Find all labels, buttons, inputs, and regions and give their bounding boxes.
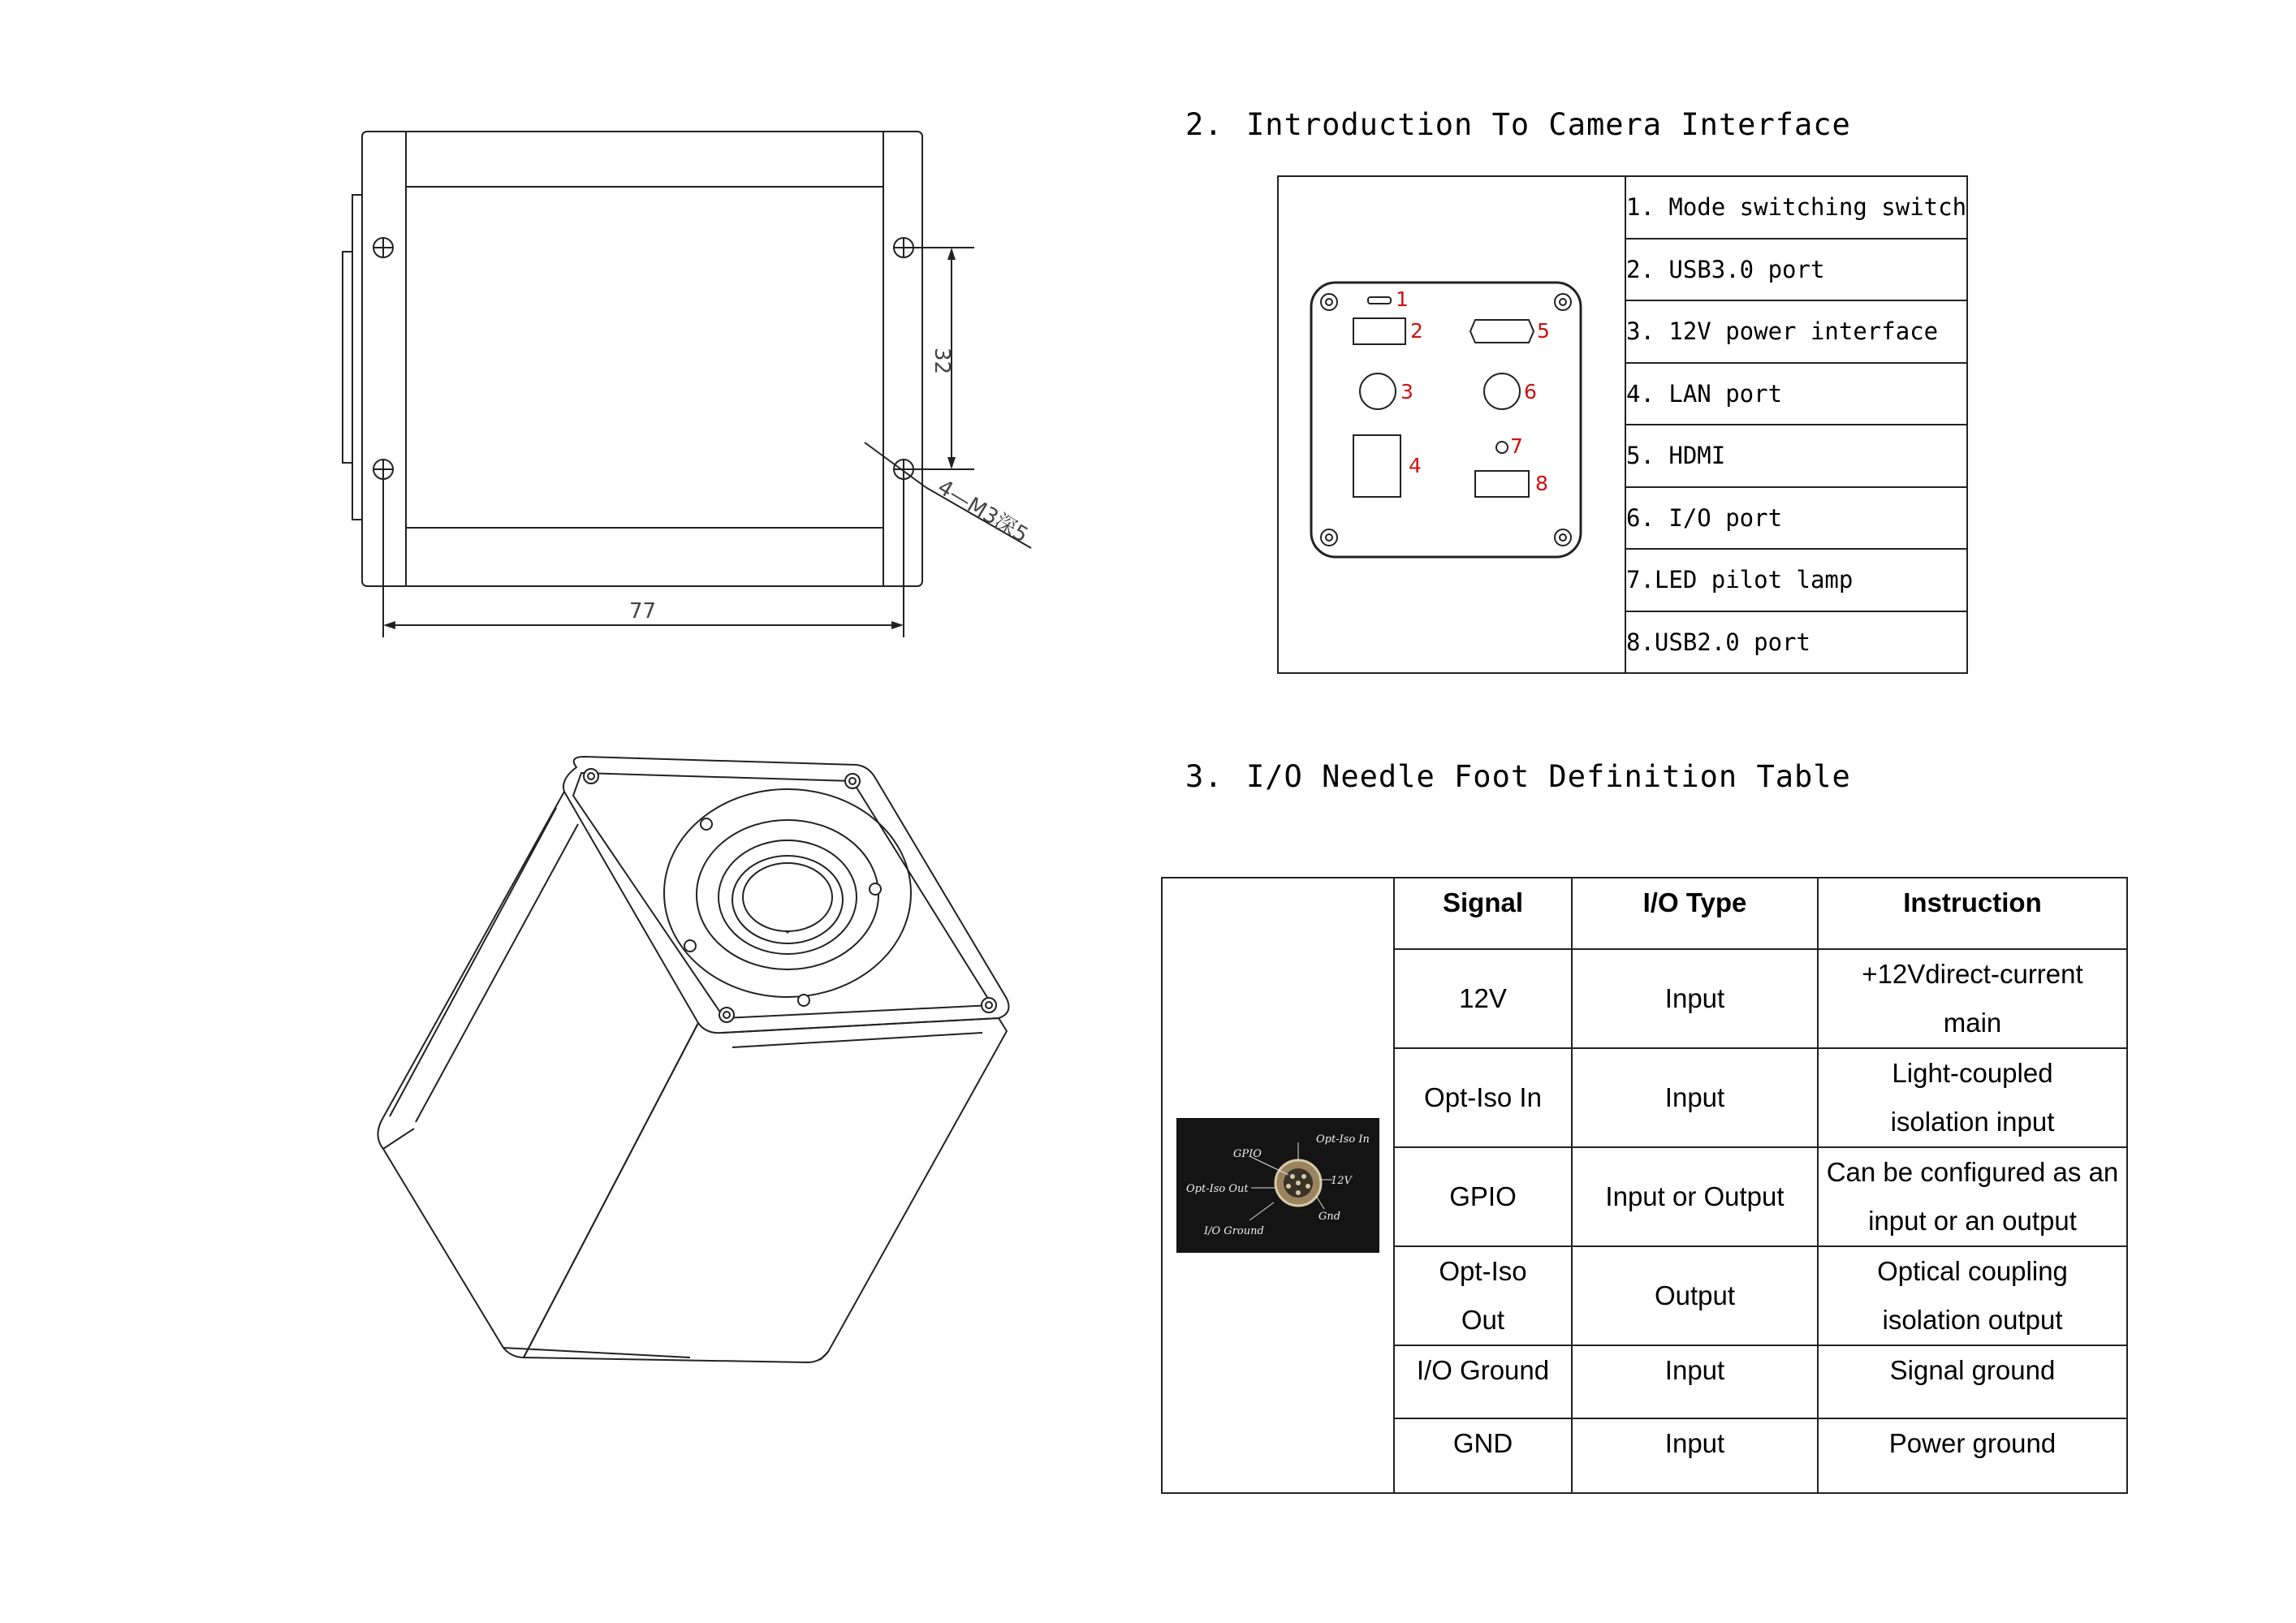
screw-holes	[373, 238, 913, 479]
type-cell: Input	[1572, 1345, 1818, 1418]
camera-side-drawing	[325, 122, 1055, 650]
panel-label-1: 1	[1396, 287, 1409, 311]
section-2-title: Introduction To Camera Interface	[1246, 107, 1851, 142]
connector-label-12v: 12V	[1331, 1175, 1352, 1187]
connector-label-opt-iso-out: Opt-Iso Out	[1186, 1183, 1249, 1195]
panel-label-4: 4	[1409, 454, 1422, 477]
section-3-number: 3.	[1185, 759, 1224, 794]
signal-cell: GND	[1394, 1418, 1572, 1493]
panel-label-8: 8	[1535, 472, 1548, 495]
signal-cell: Opt-Iso Out	[1394, 1246, 1572, 1345]
io-definition-table	[1161, 877, 2128, 1494]
type-cell: Input or Output	[1572, 1147, 1818, 1246]
interface-item: 6. I/O port	[1625, 487, 1967, 550]
interface-item: 8.USB2.0 port	[1625, 611, 1967, 674]
panel-label-2: 2	[1410, 319, 1423, 343]
interface-item: 7.LED pilot lamp	[1625, 549, 1967, 611]
rear-panel-diagram	[1279, 177, 1625, 669]
camera-isometric-drawing	[365, 747, 1023, 1380]
interface-item: 1. Mode switching switch	[1625, 176, 1967, 239]
section-2-number: 2.	[1185, 107, 1224, 142]
interface-item: 5. HDMI	[1625, 425, 1967, 487]
connector-label-opt-iso-in: Opt-Iso In	[1316, 1133, 1370, 1146]
connector-label-gnd: Gnd	[1318, 1211, 1341, 1223]
interface-table	[1277, 175, 1968, 674]
interface-panel-cell	[1278, 176, 1625, 673]
connector-label-io-ground: I/O Ground	[1204, 1225, 1264, 1237]
instruction-cell: +12Vdirect-current main	[1818, 949, 2127, 1048]
instruction-cell: Optical coupling isolation output	[1818, 1246, 2127, 1345]
interface-item: 3. 12V power interface	[1625, 300, 1967, 363]
interface-item: 2. USB3.0 port	[1625, 239, 1967, 301]
instruction-cell: Signal ground	[1818, 1345, 2127, 1418]
section-2-heading	[1185, 107, 1851, 142]
panel-label-5: 5	[1537, 319, 1550, 343]
interface-item: 4. LAN port	[1625, 363, 1967, 425]
thread-note: 4—M3深5	[933, 475, 1033, 548]
panel-label-3: 3	[1400, 380, 1413, 404]
signal-cell: GPIO	[1394, 1147, 1572, 1246]
type-cell: Output	[1572, 1246, 1818, 1345]
header-io-type: I/O Type	[1572, 878, 1818, 949]
section-3-title: I/O Needle Foot Definition Table	[1246, 759, 1851, 794]
connector-image-cell	[1162, 878, 1394, 1493]
instruction-cell: Light-coupled isolation input	[1818, 1048, 2127, 1147]
signal-cell: Opt-Iso In	[1394, 1048, 1572, 1147]
instruction-cell: Power ground	[1818, 1418, 2127, 1493]
type-cell: Input	[1572, 1048, 1818, 1147]
header-signal: Signal	[1394, 878, 1572, 949]
type-cell: Input	[1572, 949, 1818, 1048]
type-cell: Input	[1572, 1418, 1818, 1493]
connector-photo	[1176, 1118, 1379, 1253]
signal-cell: I/O Ground	[1394, 1345, 1572, 1418]
panel-label-7: 7	[1510, 434, 1523, 458]
panel-label-6: 6	[1524, 380, 1537, 404]
connector-label-gpio: GPIO	[1233, 1148, 1262, 1160]
header-instruction: Instruction	[1818, 878, 2127, 949]
signal-cell: 12V	[1394, 949, 1572, 1048]
dimension-32: 32	[930, 347, 954, 375]
instruction-cell: Can be configured as an input or an output	[1818, 1147, 2127, 1246]
dimension-77: 77	[629, 599, 657, 624]
section-3-heading	[1185, 759, 1851, 794]
